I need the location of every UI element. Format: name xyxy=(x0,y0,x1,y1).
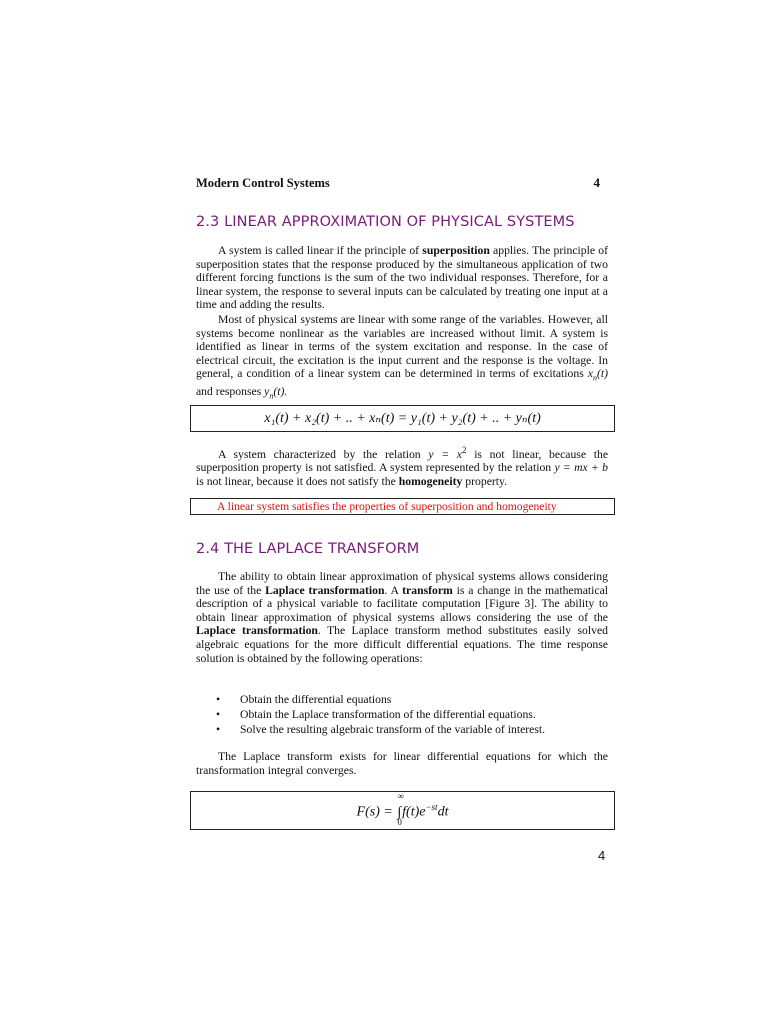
paragraph-superposition: A system is called linear if the principle of superposition applies. The principle of superposition states that the response produced by the simultaneous application of two different forcing functions is the sum of the two individual responses. Therefore, for a linear system, the response to several inputs can be calculated by treating one input at a time and adding the results. xyxy=(196,244,608,312)
running-header xyxy=(196,176,600,194)
header-title: Modern Control Systems xyxy=(196,176,330,190)
header-page-number: 4 xyxy=(593,175,600,190)
paragraph-transform-exists: The Laplace transform exists for linear differential equations for which the transformation integral converges. xyxy=(196,750,608,777)
superposition-equation-box xyxy=(190,405,615,432)
paragraph-laplace-intro: The ability to obtain linear approximation of physical systems allows considering the use of the Laplace transformation. A transform is a change in the mathematical description of a physical variable to facilitate computation [Figure 3]. The ability to obtain linear approximation of physical systems allows considering the use of the Laplace transformation. The Laplace transform method substitutes easily solved algebraic equations for the more difficult differential equations. The time response solution is obtained by the following operations: xyxy=(196,570,609,665)
linear-system-note: A linear system satisfies the properties of superposition and homogeneity xyxy=(190,498,615,515)
laplace-equation-box xyxy=(190,791,615,830)
laplace-equation: F(s) = ∞ ∫ 0 $f(t)e^{-st}dt$ xyxy=(356,790,449,827)
list-item: • Solve the resulting algebraic transform of the variable of interest. xyxy=(216,722,596,737)
operations-list xyxy=(216,692,596,737)
page-number: 4 xyxy=(598,848,606,863)
integral-sign: ∞ ∫ 0 xyxy=(397,790,404,827)
list-item: • Obtain the Laplace transformation of the differential equations. xyxy=(216,707,596,722)
term-homogeneity: homogeneity xyxy=(398,475,463,489)
superposition-equation: x₁(t) + x₂(t) + .. + xₙ(t) = y₁(t) + y₂(t) + .. + yₙ(t) xyxy=(264,411,541,426)
paragraph-physical-systems: Most of physical systems are linear with some range of the variables. However, all systems become nonlinear as the variables are increased without limit. A system is identified as linear in terms of the system excitation and response. In the case of electrical circuit, the excitation is the input current and the response is the voltage. In general, a condition of a linear system can be determined in terms of excitations $x_n(t)$ and responses $y_n(t)$. xyxy=(196,313,608,401)
section-heading-2-4: 2.4 THE LAPLACE TRANSFORM xyxy=(196,541,420,557)
section-heading-2-3: 2.3 LINEAR APPROXIMATION OF PHYSICAL SYSTEMS xyxy=(196,214,575,230)
term-superposition: superposition xyxy=(422,244,490,257)
list-item: • Obtain the differential equations xyxy=(216,692,596,707)
paragraph-nonlinear-examples: A system characterized by the relation $y = x^2$ is not linear, because the superposition property is not satisfied. A system represented by the relation y = mx + b is not linear, because it does not satisfy the homogeneity property. xyxy=(196,445,609,489)
